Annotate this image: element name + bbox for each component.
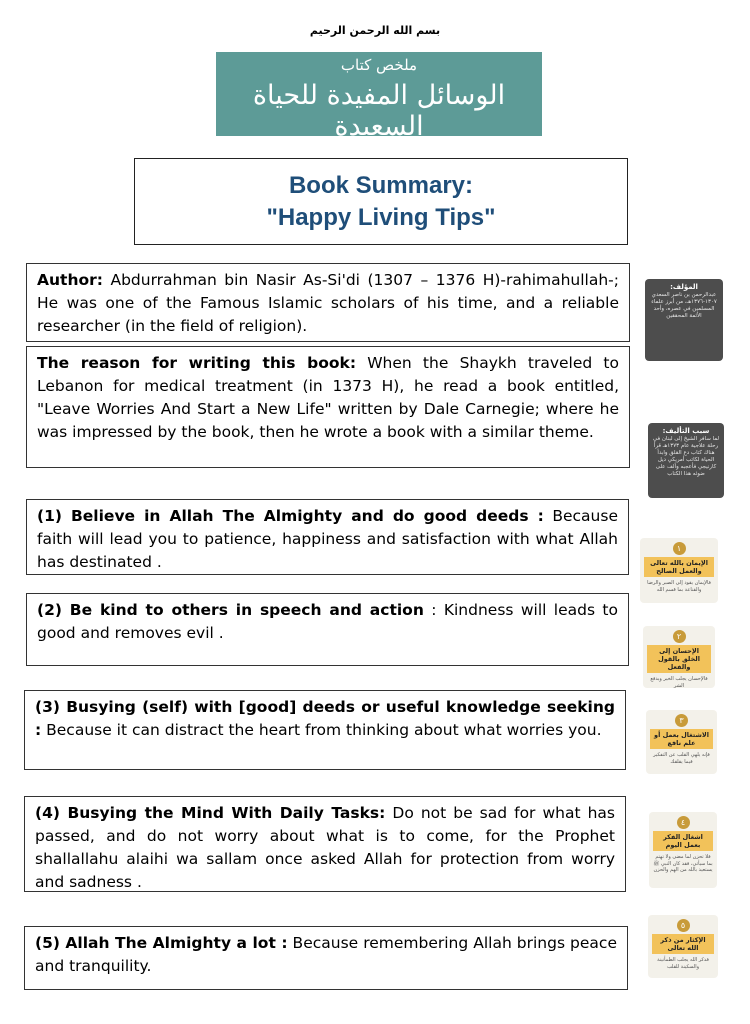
tip-box-5 <box>24 926 628 990</box>
tip-text: Do not be sad for what has passed, and do not worry about what is to come, for the Prophet shallallahu alaihi wa sallam once asked Allah for protection from worry and sadness . <box>35 804 615 891</box>
tip-text: Because faith will lead you to patience, happiness and satisfaction with what Allah has destinated . <box>37 507 618 571</box>
thumb-title: الاشتغال بعمل أو علم نافع <box>650 729 713 749</box>
thumb-text: فالإيمان يقود إلى الصبر والرضا والقناعة بما قسم الله <box>647 580 711 593</box>
thumb-title: الإيمان بالله تعالى والعمل الصالح <box>644 557 714 577</box>
tip-text: : Kindness will leads to good and removes evil . <box>37 601 618 642</box>
author-label: Author: <box>37 271 103 289</box>
tip-label: (5) Allah The Almighty a lot : <box>35 934 288 952</box>
tip-box-2 <box>26 593 629 666</box>
banner-subtitle: ملخص كتاب <box>340 56 418 74</box>
thumb-text: فالإحسان يجلب الخير ويدفع الشر <box>650 676 708 688</box>
reason-label: The reason for writing this book: <box>37 354 357 372</box>
thumb-title: سبب التأليف: <box>662 427 710 435</box>
basmala: بسم الله الرحمن الرحيم <box>309 24 441 37</box>
thumb-number: ٢ <box>673 630 686 643</box>
author-text: Abdurrahman bin Nasir As-Si'di (1307 – 1376 H)-rahimahullah-; He was one of the Famous Islamic scholars of his time, and a reliable researcher (in the field of religion). <box>37 271 619 335</box>
thumb-text: لما سافر الشيخ إلى لبنان في رحلة علاجية عام ١٣٧٣هـ قرأ هناك كتاب دع القلق وابدأ الحياة لكاتب أمريكي ديل كارنيجي فأعجبه وألف على ضوئه هذا الكتاب <box>652 436 720 477</box>
thumb-number: ٤ <box>677 816 690 829</box>
reason-thumbnail <box>648 423 724 498</box>
thumb-title: الإحسان إلى الخلق بالقول والفعل <box>647 645 711 673</box>
tip-text: Because it can distract the heart from thinking about what worries you. <box>41 721 602 739</box>
author-thumbnail <box>645 279 723 361</box>
thumb-number: ١ <box>673 542 686 555</box>
reason-box <box>26 346 630 468</box>
author-box <box>26 263 630 342</box>
tip-label: (3) Busying (self) with [good] deeds or useful knowledge seeking : <box>35 698 615 739</box>
tip-thumbnail-5 <box>648 915 718 978</box>
title-box <box>134 158 628 245</box>
tip-label: (1) Believe in Allah The Almighty and do good deeds : <box>37 507 544 525</box>
thumb-text: فلا تحزن لما مضى ولا تهتم بما سيأتي، فقد كان النبي ﷺ يستعيذ بالله من الهم والحزن <box>653 854 713 873</box>
tip-box-1 <box>26 499 629 575</box>
thumb-text: فإنه يلهي القلب عن التفكير فيما يقلقك <box>653 752 710 765</box>
tip-thumbnail-1 <box>640 538 718 603</box>
tip-box-4 <box>24 796 626 892</box>
book-banner <box>216 52 542 142</box>
tip-label: (4) Busying the Mind With Daily Tasks: <box>35 804 386 822</box>
thumb-text: فذكر الله يجلب الطمأنينة والسكينة للقلب <box>657 957 709 970</box>
thumb-number: ٥ <box>677 919 690 932</box>
thumb-title: اشغال الفكر بعمل اليوم <box>653 831 713 851</box>
reason-text: When the Shaykh traveled to Lebanon for medical treatment (in 1373 H), he read a book entitled, "Leave Worries And Start a New Life" written by Dale Carnegie; where he was impressed by the book, then he wrote a book with a similar theme. <box>37 354 619 441</box>
title-line-2: "Happy Living Tips" <box>266 204 496 231</box>
tip-thumbnail-4 <box>649 812 717 888</box>
tip-thumbnail-3 <box>646 710 717 774</box>
banner-title: الوسائل المفيدة للحياة السعيدة <box>252 80 506 142</box>
tip-box-3 <box>24 690 626 770</box>
thumb-title: المؤلف: <box>670 283 698 291</box>
thumb-text: عبدالرحمن بن ناصر السعدي ١٣٠٧-١٣٧٦هـ، من أبرز علماء المسلمين في عصره، وأحد الأئمة المحققين <box>651 292 717 319</box>
title-line-1: Book Summary: <box>288 172 474 199</box>
thumb-number: ٣ <box>675 714 688 727</box>
tip-thumbnail-2 <box>643 626 715 688</box>
tip-label: (2) Be kind to others in speech and action <box>37 601 424 619</box>
thumb-title: الإكثار من ذكر الله تعالى <box>652 934 714 954</box>
tip-text: Because remembering Allah brings peace and tranquility. <box>35 934 617 975</box>
